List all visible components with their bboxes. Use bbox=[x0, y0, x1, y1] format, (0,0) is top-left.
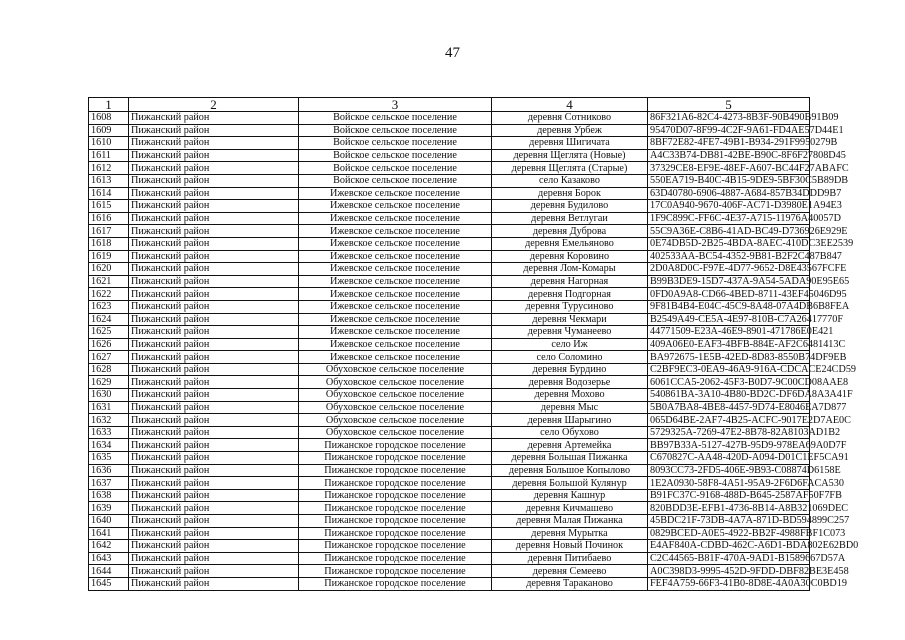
column-header-4: 4 bbox=[492, 98, 648, 112]
settlement-cell: Ижевское сельское поселение bbox=[299, 300, 492, 313]
locality-cell: деревня Водозерье bbox=[492, 376, 648, 389]
table-row bbox=[89, 212, 810, 225]
district-cell: Пижанский район bbox=[129, 338, 299, 351]
guid-cell: 409A06E0-EAF3-4BFB-884E-AF2C6481413C bbox=[648, 338, 810, 351]
locality-cell: село Казаково bbox=[492, 174, 648, 187]
locality-cell: деревня Дуброва bbox=[492, 225, 648, 238]
settlement-cell: Войское сельское поселение bbox=[299, 162, 492, 175]
guid-cell: 45BDC21F-73DB-4A7A-871D-BD594899C257 bbox=[648, 515, 810, 528]
settlement-cell: Обуховское сельское поселение bbox=[299, 363, 492, 376]
district-cell: Пижанский район bbox=[129, 326, 299, 339]
table-row bbox=[89, 414, 810, 427]
district-cell: Пижанский район bbox=[129, 137, 299, 150]
guid-cell: BA972675-1E5B-42ED-8D83-8550B74DF9EB bbox=[648, 351, 810, 364]
district-cell: Пижанский район bbox=[129, 250, 299, 263]
row-number: 1627 bbox=[89, 351, 129, 364]
settlement-cell: Обуховское сельское поселение bbox=[299, 389, 492, 402]
table-row bbox=[89, 300, 810, 313]
district-cell: Пижанский район bbox=[129, 552, 299, 565]
settlement-cell: Обуховское сельское поселение bbox=[299, 414, 492, 427]
settlement-cell: Пижанское городское поселение bbox=[299, 464, 492, 477]
district-cell: Пижанский район bbox=[129, 464, 299, 477]
locality-cell: деревня Ветлугаи bbox=[492, 212, 648, 225]
locality-cell: деревня Бурдино bbox=[492, 363, 648, 376]
guid-cell: 63D40780-6906-4887-A684-857B34DDD9B7 bbox=[648, 187, 810, 200]
district-cell: Пижанский район bbox=[129, 577, 299, 590]
table-row bbox=[89, 489, 810, 502]
column-header-5: 5 bbox=[648, 98, 810, 112]
table-row bbox=[89, 124, 810, 137]
settlement-cell: Ижевское сельское поселение bbox=[299, 326, 492, 339]
settlement-cell: Обуховское сельское поселение bbox=[299, 426, 492, 439]
locality-cell: деревня Борок bbox=[492, 187, 648, 200]
guid-cell: 820BDD3E-EFB1-4736-8B14-A8B321069DEC bbox=[648, 502, 810, 515]
settlement-cell: Пижанское городское поселение bbox=[299, 452, 492, 465]
guid-cell: 9F81B4B4-E04C-45C9-8A48-07A4DB6B8FEA bbox=[648, 300, 810, 313]
column-header-2: 2 bbox=[129, 98, 299, 112]
row-number: 1625 bbox=[89, 326, 129, 339]
guid-cell: BB97B33A-5127-427B-95D9-978EA69A0D7F bbox=[648, 439, 810, 452]
settlement-cell: Обуховское сельское поселение bbox=[299, 376, 492, 389]
row-number: 1617 bbox=[89, 225, 129, 238]
table-body bbox=[89, 112, 859, 591]
guid-cell: FEF4A759-66F3-41B0-8D8E-4A0A30C0BD19 bbox=[648, 577, 810, 590]
settlement-cell: Ижевское сельское поселение bbox=[299, 275, 492, 288]
locality-cell: село Обухово bbox=[492, 426, 648, 439]
row-number: 1615 bbox=[89, 200, 129, 213]
settlement-cell: Пижанское городское поселение bbox=[299, 489, 492, 502]
settlement-cell: Ижевское сельское поселение bbox=[299, 200, 492, 213]
row-number: 1643 bbox=[89, 552, 129, 565]
row-number: 1641 bbox=[89, 527, 129, 540]
table-row bbox=[89, 225, 810, 238]
row-number: 1628 bbox=[89, 363, 129, 376]
guid-cell: 37329CE8-EF9E-48EF-A607-BC44F27ABAFC bbox=[648, 162, 810, 175]
table-row bbox=[89, 577, 810, 590]
locality-cell: деревня Будилово bbox=[492, 200, 648, 213]
locality-cell: деревня Нагорная bbox=[492, 275, 648, 288]
guid-cell: B2549A49-CE5A-4E97-810B-C7A26417770F bbox=[648, 313, 810, 326]
district-cell: Пижанский район bbox=[129, 187, 299, 200]
column-header-1: 1 bbox=[89, 98, 129, 112]
guid-cell: B99B3DE9-15D7-437A-9A54-5ADA90E95E65 bbox=[648, 275, 810, 288]
locality-cell: деревня Артемейка bbox=[492, 439, 648, 452]
table-row bbox=[89, 338, 810, 351]
table-row bbox=[89, 326, 810, 339]
row-number: 1608 bbox=[89, 112, 129, 125]
settlement-cell: Войское сельское поселение bbox=[299, 112, 492, 125]
settlement-cell: Обуховское сельское поселение bbox=[299, 401, 492, 414]
table-row bbox=[89, 275, 810, 288]
locality-cell: село Иж bbox=[492, 338, 648, 351]
settlement-cell: Ижевское сельское поселение bbox=[299, 187, 492, 200]
guid-cell: C2BF9EC3-0EA9-46A9-916A-CDCACE24CD59 bbox=[648, 363, 810, 376]
table-row bbox=[89, 401, 810, 414]
locality-cell: деревня Урбеж bbox=[492, 124, 648, 137]
guid-cell: 1E2A0930-58F8-4A51-95A9-2F6D6FACA530 bbox=[648, 477, 810, 490]
district-cell: Пижанский район bbox=[129, 124, 299, 137]
settlement-cell: Ижевское сельское поселение bbox=[299, 225, 492, 238]
settlement-cell: Пижанское городское поселение bbox=[299, 439, 492, 452]
table-row bbox=[89, 376, 810, 389]
table-row bbox=[89, 162, 810, 175]
settlement-cell: Ижевское сельское поселение bbox=[299, 250, 492, 263]
table-row bbox=[89, 389, 810, 402]
district-cell: Пижанский район bbox=[129, 300, 299, 313]
locality-cell: село Соломино bbox=[492, 351, 648, 364]
row-number: 1630 bbox=[89, 389, 129, 402]
locality-cell: деревня Кашнур bbox=[492, 489, 648, 502]
locality-cell: деревня Коровино bbox=[492, 250, 648, 263]
district-cell: Пижанский район bbox=[129, 363, 299, 376]
row-number: 1642 bbox=[89, 540, 129, 553]
row-number: 1624 bbox=[89, 313, 129, 326]
page-number: 47 bbox=[445, 45, 460, 61]
row-number: 1626 bbox=[89, 338, 129, 351]
guid-cell: 6061CCA5-2062-45F3-B0D7-9C00CD08AAE8 bbox=[648, 376, 810, 389]
row-number: 1634 bbox=[89, 439, 129, 452]
district-cell: Пижанский район bbox=[129, 439, 299, 452]
row-number: 1619 bbox=[89, 250, 129, 263]
guid-cell: C670827C-AA48-420D-A094-D01C1EF5CA91 bbox=[648, 452, 810, 465]
settlement-cell: Пижанское городское поселение bbox=[299, 477, 492, 490]
row-number: 1609 bbox=[89, 124, 129, 137]
locality-cell: деревня Новый Починок bbox=[492, 540, 648, 553]
locality-cell: деревня Турусиново bbox=[492, 300, 648, 313]
locality-cell: деревня Мыс bbox=[492, 401, 648, 414]
row-number: 1614 bbox=[89, 187, 129, 200]
table-row bbox=[89, 187, 810, 200]
guid-cell: B91FC37C-9168-488D-B645-2587AF50F7FB bbox=[648, 489, 810, 502]
table-row bbox=[89, 515, 810, 528]
table-row bbox=[89, 363, 810, 376]
locality-cell: деревня Большой Кулянур bbox=[492, 477, 648, 490]
table-row bbox=[89, 149, 810, 162]
district-cell: Пижанский район bbox=[129, 351, 299, 364]
table-row bbox=[89, 540, 810, 553]
settlement-cell: Войское сельское поселение bbox=[299, 124, 492, 137]
guid-cell: 0829BCED-A0E5-4922-BB2F-4988FBF1C073 bbox=[648, 527, 810, 540]
table-row bbox=[89, 464, 810, 477]
district-cell: Пижанский район bbox=[129, 515, 299, 528]
locality-cell: деревня Лом-Комары bbox=[492, 263, 648, 276]
district-cell: Пижанский район bbox=[129, 225, 299, 238]
row-number: 1613 bbox=[89, 174, 129, 187]
table-header-row bbox=[89, 98, 810, 112]
row-number: 1631 bbox=[89, 401, 129, 414]
locality-cell: деревня Чуманеево bbox=[492, 326, 648, 339]
settlement-cell: Пижанское городское поселение bbox=[299, 552, 492, 565]
table-row bbox=[89, 527, 810, 540]
settlement-cell: Пижанское городское поселение bbox=[299, 502, 492, 515]
row-number: 1611 bbox=[89, 149, 129, 162]
settlement-cell: Войское сельское поселение bbox=[299, 137, 492, 150]
guid-cell: 95470D07-8F99-4C2F-9A61-FD4AE57D44E1 bbox=[648, 124, 810, 137]
table-row bbox=[89, 351, 810, 364]
district-cell: Пижанский район bbox=[129, 313, 299, 326]
district-cell: Пижанский район bbox=[129, 401, 299, 414]
locality-cell: деревня Большое Копылово bbox=[492, 464, 648, 477]
guid-cell: 5729325A-7269-47E2-8B78-82A8103AD1B2 bbox=[648, 426, 810, 439]
table-row bbox=[89, 313, 810, 326]
district-cell: Пижанский район bbox=[129, 112, 299, 125]
row-number: 1622 bbox=[89, 288, 129, 301]
locality-cell: деревня Щеглята (Новые) bbox=[492, 149, 648, 162]
settlement-cell: Пижанское городское поселение bbox=[299, 515, 492, 528]
guid-cell: C2C44565-B81F-470A-9AD1-B1589667D57A bbox=[648, 552, 810, 565]
locality-cell: деревня Мохово bbox=[492, 389, 648, 402]
guid-cell: E4AF840A-CDBD-462C-A6D1-BDA802E62BD0 bbox=[648, 540, 810, 553]
row-number: 1621 bbox=[89, 275, 129, 288]
guid-cell: 0E74DB5D-2B25-4BDA-8AEC-410DC3EE2539 bbox=[648, 237, 810, 250]
district-cell: Пижанский район bbox=[129, 275, 299, 288]
row-number: 1640 bbox=[89, 515, 129, 528]
locality-cell: деревня Большая Пижанка bbox=[492, 452, 648, 465]
settlement-cell: Пижанское городское поселение bbox=[299, 565, 492, 578]
guid-cell: 402533AA-BC54-4352-9B81-B2F2C487B847 bbox=[648, 250, 810, 263]
table-row bbox=[89, 439, 810, 452]
settlement-cell: Ижевское сельское поселение bbox=[299, 351, 492, 364]
district-cell: Пижанский район bbox=[129, 565, 299, 578]
table-row bbox=[89, 552, 810, 565]
locality-cell: деревня Питибаево bbox=[492, 552, 648, 565]
district-cell: Пижанский район bbox=[129, 174, 299, 187]
table-row bbox=[89, 565, 810, 578]
locality-cell: деревня Семеево bbox=[492, 565, 648, 578]
row-number: 1632 bbox=[89, 414, 129, 427]
guid-cell: A4C33B74-DB81-42BE-B90C-8F6F27808D45 bbox=[648, 149, 810, 162]
district-cell: Пижанский район bbox=[129, 162, 299, 175]
row-number: 1620 bbox=[89, 263, 129, 276]
guid-cell: 8093CC73-2FD5-406E-9B93-C08874D6158E bbox=[648, 464, 810, 477]
settlement-cell: Ижевское сельское поселение bbox=[299, 288, 492, 301]
row-number: 1638 bbox=[89, 489, 129, 502]
row-number: 1635 bbox=[89, 452, 129, 465]
guid-cell: 55C9A36E-C8B6-41AD-BC49-D736926E929E bbox=[648, 225, 810, 238]
guid-cell: 86F321A6-82C4-4273-8B3F-90B490B91B09 bbox=[648, 112, 810, 125]
locality-cell: деревня Емельяново bbox=[492, 237, 648, 250]
row-number: 1612 bbox=[89, 162, 129, 175]
table-row bbox=[89, 263, 810, 276]
row-number: 1637 bbox=[89, 477, 129, 490]
settlement-cell: Пижанское городское поселение bbox=[299, 527, 492, 540]
district-cell: Пижанский район bbox=[129, 426, 299, 439]
district-cell: Пижанский район bbox=[129, 263, 299, 276]
row-number: 1623 bbox=[89, 300, 129, 313]
row-number: 1644 bbox=[89, 565, 129, 578]
locality-cell: деревня Шигичата bbox=[492, 137, 648, 150]
guid-cell: 2D0A8D0C-F97E-4D77-9652-D8E43567FCFE bbox=[648, 263, 810, 276]
district-cell: Пижанский район bbox=[129, 212, 299, 225]
table-row bbox=[89, 477, 810, 490]
table-row bbox=[89, 174, 810, 187]
district-cell: Пижанский район bbox=[129, 389, 299, 402]
district-cell: Пижанский район bbox=[129, 288, 299, 301]
district-cell: Пижанский район bbox=[129, 452, 299, 465]
locality-cell: деревня Подгорная bbox=[492, 288, 648, 301]
settlement-cell: Ижевское сельское поселение bbox=[299, 237, 492, 250]
guid-cell: 540861BA-3A10-4B80-BD2C-DF6DA8A3A41F bbox=[648, 389, 810, 402]
guid-cell: 17C0A940-9670-406F-AC71-D3980E1A94E3 bbox=[648, 200, 810, 213]
table-row bbox=[89, 452, 810, 465]
settlement-cell: Войское сельское поселение bbox=[299, 149, 492, 162]
settlement-registry-table bbox=[88, 97, 859, 591]
locality-cell: деревня Тараканово bbox=[492, 577, 648, 590]
settlement-cell: Ижевское сельское поселение bbox=[299, 212, 492, 225]
locality-cell: деревня Мурытка bbox=[492, 527, 648, 540]
row-number: 1639 bbox=[89, 502, 129, 515]
settlement-cell: Пижанское городское поселение bbox=[299, 540, 492, 553]
district-cell: Пижанский район bbox=[129, 489, 299, 502]
table-row bbox=[89, 237, 810, 250]
guid-cell: 1F9C899C-FF6C-4E37-A715-11976A40057D bbox=[648, 212, 810, 225]
settlement-cell: Ижевское сельское поселение bbox=[299, 313, 492, 326]
settlement-cell: Пижанское городское поселение bbox=[299, 577, 492, 590]
table-row bbox=[89, 250, 810, 263]
guid-cell: A0C398D3-9995-452D-9FDD-DBF82BE3E458 bbox=[648, 565, 810, 578]
locality-cell: деревня Кичмашево bbox=[492, 502, 648, 515]
locality-cell: деревня Сотниково bbox=[492, 112, 648, 125]
table-row bbox=[89, 288, 810, 301]
table-row bbox=[89, 137, 810, 150]
row-number: 1616 bbox=[89, 212, 129, 225]
district-cell: Пижанский район bbox=[129, 477, 299, 490]
guid-cell: 5B0A7BA8-4BE8-4457-9D74-E8046EA7D877 bbox=[648, 401, 810, 414]
district-cell: Пижанский район bbox=[129, 376, 299, 389]
settlement-cell: Ижевское сельское поселение bbox=[299, 338, 492, 351]
district-cell: Пижанский район bbox=[129, 540, 299, 553]
table-row bbox=[89, 426, 810, 439]
district-cell: Пижанский район bbox=[129, 414, 299, 427]
locality-cell: деревня Чекмари bbox=[492, 313, 648, 326]
district-cell: Пижанский район bbox=[129, 200, 299, 213]
settlement-cell: Ижевское сельское поселение bbox=[299, 263, 492, 276]
guid-cell: 44771509-E23A-46E9-8901-471786E0E421 bbox=[648, 326, 810, 339]
table-row bbox=[89, 112, 810, 125]
row-number: 1633 bbox=[89, 426, 129, 439]
row-number: 1610 bbox=[89, 137, 129, 150]
locality-cell: деревня Шарыгино bbox=[492, 414, 648, 427]
guid-cell: 550EA719-B40C-4B15-9DE9-5BF30C5B89DB bbox=[648, 174, 810, 187]
district-cell: Пижанский район bbox=[129, 149, 299, 162]
guid-cell: 0FD0A9A8-CD66-4BED-8711-43EF45046D95 bbox=[648, 288, 810, 301]
district-cell: Пижанский район bbox=[129, 527, 299, 540]
guid-cell: 065D64BE-2AF7-4B25-ACFC-9017E2D7AE0C bbox=[648, 414, 810, 427]
column-header-3: 3 bbox=[299, 98, 492, 112]
locality-cell: деревня Малая Пижанка bbox=[492, 515, 648, 528]
district-cell: Пижанский район bbox=[129, 237, 299, 250]
table-row bbox=[89, 502, 810, 515]
table-row bbox=[89, 200, 810, 213]
settlement-cell: Войское сельское поселение bbox=[299, 174, 492, 187]
locality-cell: деревня Щеглята (Старые) bbox=[492, 162, 648, 175]
row-number: 1636 bbox=[89, 464, 129, 477]
row-number: 1645 bbox=[89, 577, 129, 590]
row-number: 1629 bbox=[89, 376, 129, 389]
row-number: 1618 bbox=[89, 237, 129, 250]
guid-cell: 8BF72E82-4FE7-49B1-B934-291F9950279B bbox=[648, 137, 810, 150]
district-cell: Пижанский район bbox=[129, 502, 299, 515]
